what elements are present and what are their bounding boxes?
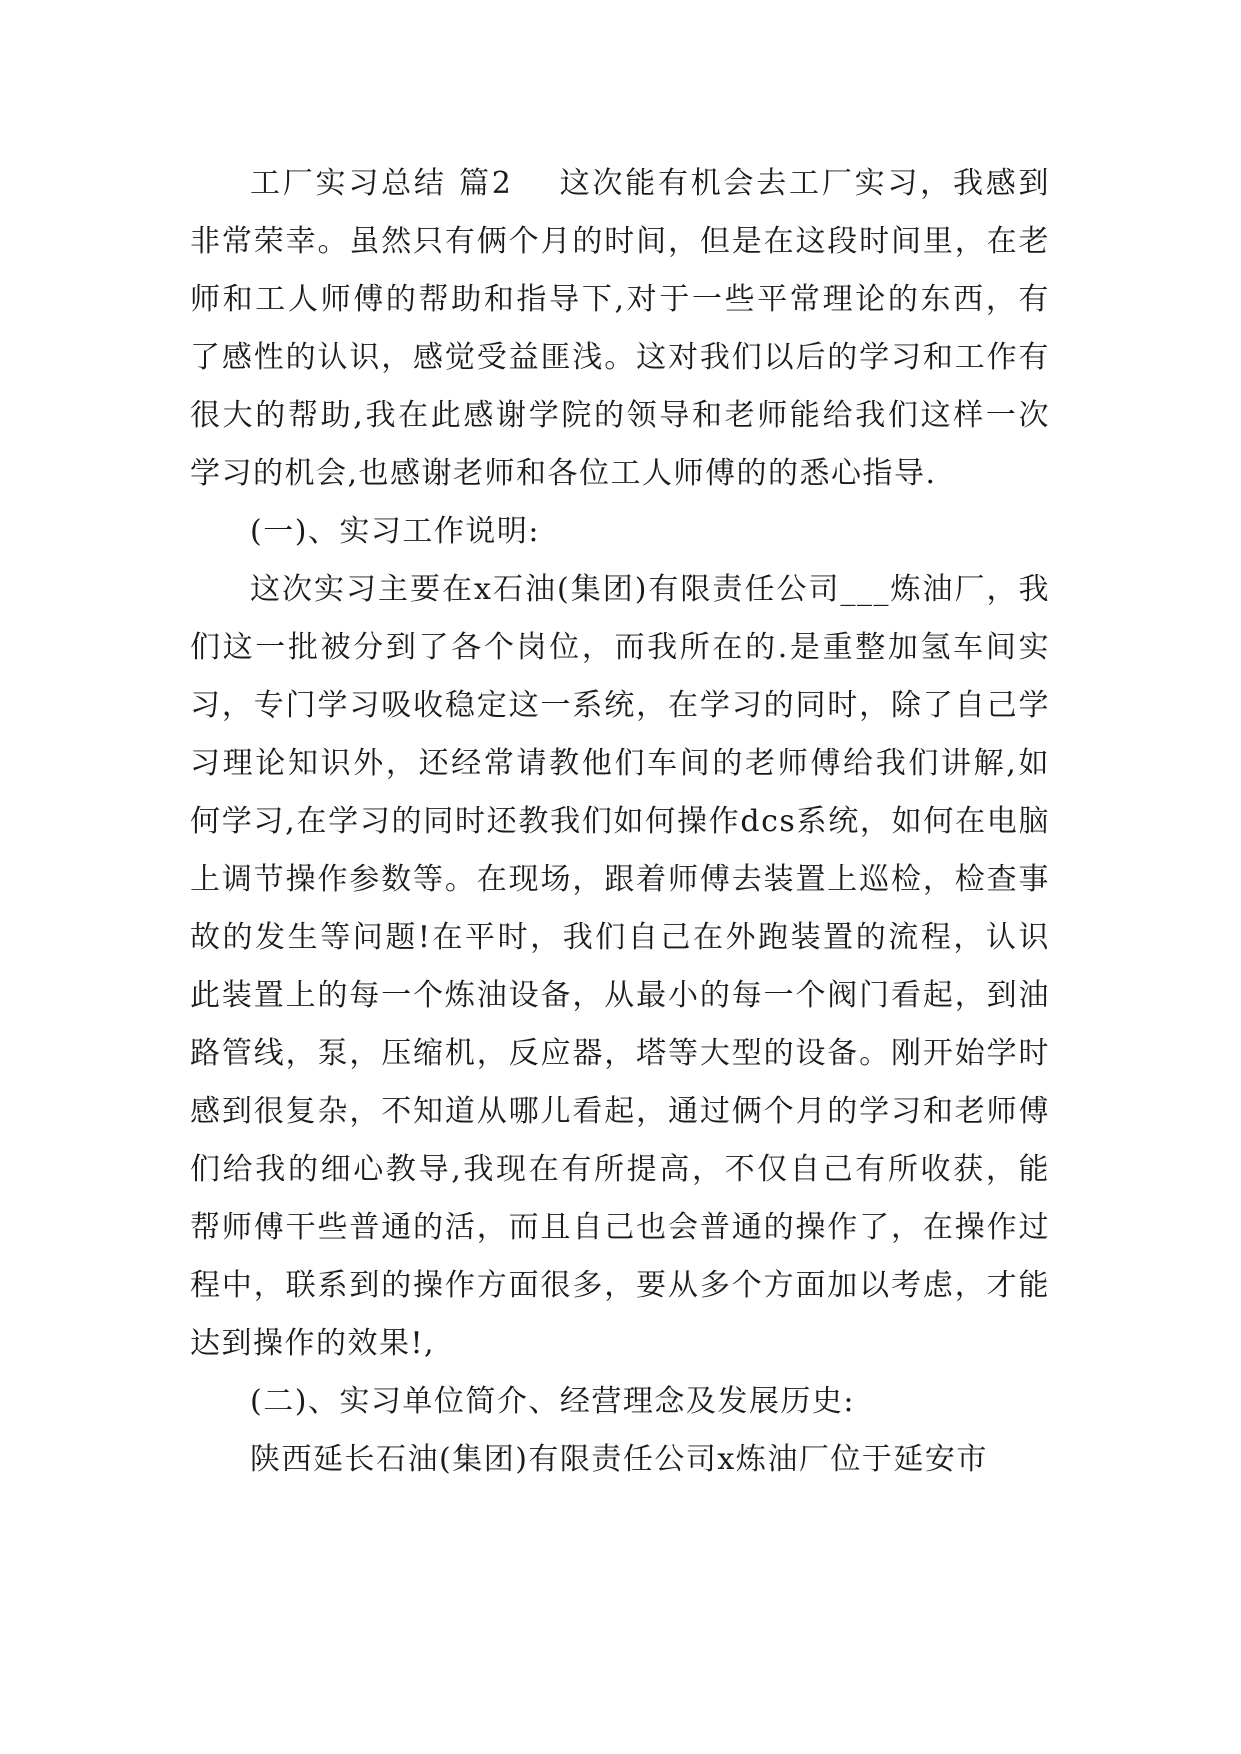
section-heading-1: (一)、实习工作说明: <box>250 514 541 549</box>
document-body <box>190 155 1050 1489</box>
paragraph-intro <box>190 155 1050 503</box>
section-heading-2: (二)、实习单位简介、经营理念及发展历史: <box>250 1384 856 1419</box>
document-title: 工厂实习总结 篇2 <box>250 166 513 201</box>
paragraph-company-intro: 陕西延长石油(集团)有限责任公司x炼油厂位于延安市 <box>250 1442 988 1477</box>
paragraph-work-description: 这次实习主要在x石油(集团)有限责任公司___炼油厂，我们这一批被分到了各个岗位，而我所在的.是重整加氢车间实习，专门学习吸收稳定这一系统，在学习的同时，除了自己学习理论知识外，还经常请教他们车间的老师傅给我们讲解,如何学习,在学习的同时还教我们如何操作dcs系统，如何在电脑上调节操作参数等。在现场，跟着师傅去装置上巡检，检查事故的发生等问题!在平时，我们自己在外跑装置的流程，认识此装置上的每一个炼油设备，从最小的每一个阀门看起，到油路管线，泵，压缩机，反应器，塔等大型的设备。刚开始学时感到很复杂，不知道从哪儿看起，通过俩个月的学习和老师傅们给我的细心教导,我现在有所提高，不仅自己有所收获，能帮师傅干些普通的活，而且自己也会普通的操作了，在操作过程中，联系到的操作方面很多，要从多个方面加以考虑，才能达到操作的效果!, <box>190 572 1050 1361</box>
paragraph-text: 这次能有机会去工厂实习，我感到非常荣幸。虽然只有俩个月的时间，但是在这段时间里，在老师和工人师傅的帮助和指导下,对于一些平常理论的东西，有了感性的认识，感觉受益匪浅。这对我们以后的学习和工作有很大的帮助,我在此感谢学院的领导和老师能给我们这样一次学习的机会,也感谢老师和各位工人师傅的的悉心指导. <box>190 166 1051 491</box>
